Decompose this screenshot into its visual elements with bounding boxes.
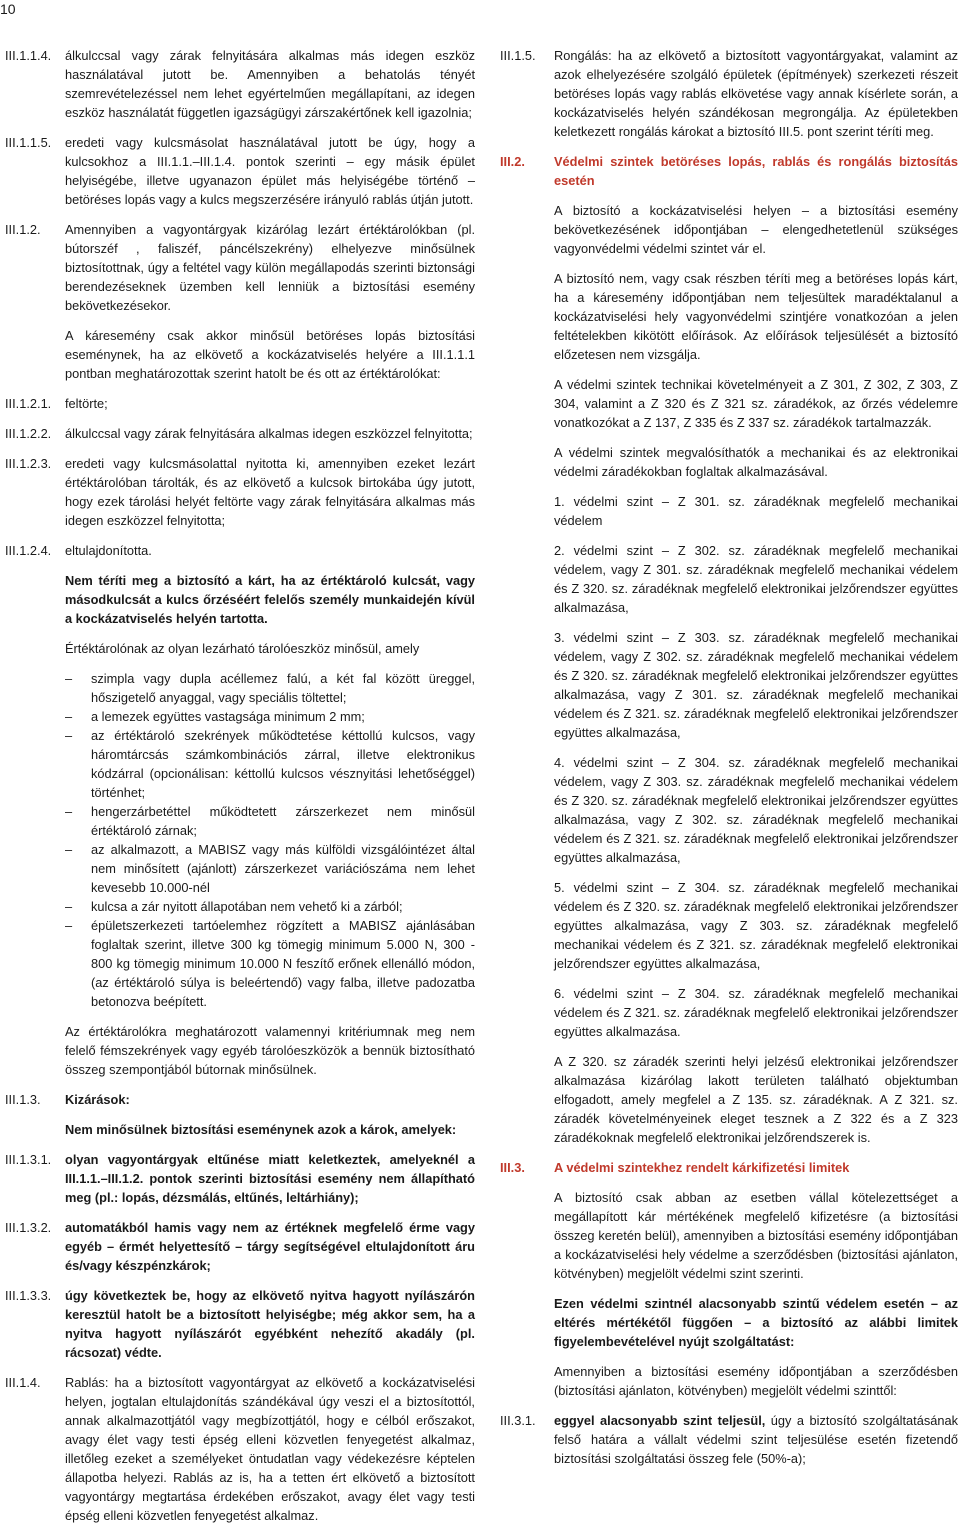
paragraph: A Z 320. sz záradék szerinti helyi jelzésű elektronikai jelzőrendszer alkalmazása kizárólag lakott területen található objektumban elfogadott, amely megfelel a Z 135. sz. záradéknak. A Z 321. sz. záradék követelményeinek eleget tesznek a Z 322 és a Z 323 záradékoknak megfelelő elektronikai jelzőrendszerek is. <box>554 1054 958 1145</box>
clause-text: automatákból hamis vagy nem az értéknek megfelelő érme vagy egyéb – érmét helyettesítő – tárgy segítségével eltulajdonított áru és/vagy készpénzkárok; <box>65 1220 475 1273</box>
right-column <box>500 46 958 1479</box>
clause-number: III.1.2.3. <box>5 456 52 471</box>
numbered-clause <box>5 1090 475 1109</box>
numbered-clause <box>5 394 475 413</box>
clause-number: III.1.2.2. <box>5 426 52 441</box>
numbered-clause <box>5 541 475 560</box>
clause-text: olyan vagyontárgyak eltűnése miatt keletkeztek, amelyeknél a III.1.1.–III.1.2. pontok szerinti biztosítási esemény nem állapítható meg (pl.: lopás, dézsmálás, eltűnés, leltárhiány); <box>65 1152 475 1205</box>
numbered-clause <box>5 1218 475 1275</box>
clause-text: Kizárások: <box>65 1092 130 1107</box>
paragraph: 2. védelmi szint – Z 302. sz. záradéknak megfelelő mechanikai védelem, vagy Z 301. sz. záradéknak megfelelő mechanikai védelem és Z 320. sz. záradéknak megfelelő elektronikai jelzőrendszer együttes alkalmazása, <box>554 543 958 615</box>
numbered-clause <box>500 152 958 190</box>
numbered-clause <box>5 1286 475 1362</box>
clause-number: III.1.3.3. <box>5 1288 52 1303</box>
paragraph: A biztosító nem, vagy csak részben téríti meg a betöréses lopás kárt, ha a káresemény időpontjában nem teljesültek maradéktalanul a kockázatviselési hely vagyonvédelmi szintjére vonatkozóan a jelen feltételekben kikötött előírások. Az előírások teljesülését a biztosító előzetesen nem vizsgálja. <box>554 271 958 362</box>
clause-text: Amennyiben a vagyontárgyak kizárólag lezárt értéktárolókban (pl. bútorszéf , faliszéf, páncélszekrény) elhelyezve minősülnek biztosítottnak, úgy a feltétel vagy külön megállapodás szerinti biztonsági berendezéseknek üzemben kell lenniük a biztosítási esemény bekövetkezésekor. <box>65 222 475 313</box>
paragraph: Nem téríti meg a biztosító a kárt, ha az értéktároló kulcsát, vagy másodkulcsát a kulcs őrzéséért felelős személy munkaidején kívül a kockázatviselés helyén tartotta. <box>65 573 475 626</box>
list-item: – az értéktároló szekrények működtetése kéttollú kulcsos, vagy háromtárcsás számkombinációs zárral, illetve elektronikus kódzárral (opcionálisan: kéttollú kulcsos vésznyitási lehetőséggel) történhet; <box>65 726 475 802</box>
numbered-clause <box>5 1373 475 1525</box>
paragraph: Ezen védelmi szintnél alacsonyabb szintű védelem esetén – az eltérés mértékétől függően – a biztosító az alábbi limitek figyelembevételével nyújt szolgáltatást: <box>554 1296 958 1349</box>
clause-number: III.2. <box>500 154 525 169</box>
clause-text <box>554 1411 958 1468</box>
paragraph: 1. védelmi szint – Z 301. sz. záradéknak megfelelő mechanikai védelem <box>554 494 958 528</box>
clause-rest: úgy a biztosító szolgáltatásának felső határa a vállalt védelmi szint teljesülése esetén fizetendő biztosítási szolgáltatási összeg fele (50%-a); <box>554 1413 958 1466</box>
clause-text: eredeti vagy kulcsmásolattal nyitotta ki, amennyiben ezeket lezárt értéktárolóban tárolták, és az elkövető a kulcsok birtokába úgy jutott, hogy ezek tárolási helyét feltörte vagy zárak felnyitására alkalmas más idegen eszközzel felnyitotta; <box>65 456 475 528</box>
clause-number: III.1.1.4. <box>5 48 52 63</box>
clause-text: álkulccsal vagy zárak felnyitására alkalmas idegen eszközzel felnyitotta; <box>65 426 473 441</box>
paragraph: Amennyiben a biztosítási esemény időpontjában a szerződésben (biztosítási ajánlaton, kötvényben) megjelölt védelmi szinttől: <box>554 1364 958 1398</box>
list-item: – szimpla vagy dupla acéllemez falú, a két fal között üreggel, hőszigetelő anyaggal, vagy speciális töltettel; <box>65 669 475 707</box>
numbered-clause <box>5 424 475 443</box>
clause-text: álkulccsal vagy zárak felnyitására alkalmas más idegen eszköz használatával jutott be. Amennyiben a behatolás tényét szemrevételezéssel nem lehet egyértelműen megállapítani, az idegen eszköz használatát független igazságügyi zárszakértőnek kell igazolnia; <box>65 48 475 120</box>
clause-lead: eggyel alacsonyabb szint teljesül, <box>554 1413 766 1428</box>
clause-number: III.1.2.1. <box>5 396 52 411</box>
clause-number: III.3.1. <box>500 1413 536 1428</box>
clause-number: III.1.4. <box>5 1375 41 1390</box>
paragraph: Az értéktárolókra meghatározott valamennyi kritériumnak meg nem felelő fémszekrények vagy egyéb tárolóeszközök a bennük biztosítható összeg szempontjából bútornak minősülnek. <box>65 1024 475 1077</box>
numbered-clause <box>5 133 475 209</box>
list-item: – épületszerkezeti tartóelemhez rögzített a MABISZ ajánlásában foglaltak szerint, illetve 300 kg tömegig minimum 5.000 N, 300 - 800 kg tömegig minimum 10.000 N feszítő erőnek ellenálló módon, (az értéktároló súlya is beleértendő) vagy falba, illetve padozatba betonozva beépített. <box>65 916 475 1011</box>
numbered-clause <box>500 1158 958 1177</box>
clause-number: III.1.1.5. <box>5 135 52 150</box>
clause-number: III.1.2.4. <box>5 543 52 558</box>
paragraph: A káresemény csak akkor minősül betöréses lopás biztosítási eseménynek, ha az elkövető a kockázatviselés helyére a III.1.1.1 pontban meghatározottak szerint hatolt be és ott az értéktárolókat: <box>65 328 475 381</box>
list-item: – kulcsa a zár nyitott állapotában nem vehető ki a zárból; <box>65 897 475 916</box>
paragraph: 3. védelmi szint – Z 303. sz. záradéknak megfelelő mechanikai védelem, vagy Z 302. sz. záradéknak megfelelő mechanikai védelem és Z 320. sz. záradéknak megfelelő elektronikai jelzőrendszer együttes alkalmazása, vagy Z 301. sz. záradéknak megfelelő mechanikai védelem és Z 321. sz. záradéknak megfelelő elektronikai jelzőrendszer együttes alkalmazása, <box>554 630 958 740</box>
section-heading: Védelmi szintek betöréses lopás, rablás és rongálás biztosítás esetén <box>554 154 958 188</box>
clause-text: feltörte; <box>65 396 108 411</box>
numbered-clause <box>5 220 475 315</box>
left-column <box>5 46 475 1536</box>
list-item: – az alkalmazott, a MABISZ vagy más külföldi vizsgálóintézet által nem minősített (ajánlott) zárszerkezet variációszáma nem lehet kevesebb 10.000-nél <box>65 840 475 897</box>
paragraph: Értéktárolónak az olyan lezárható tárolóeszköz minősül, amely <box>65 641 420 656</box>
list-item: – hengerzárbetéttel működtetett zárszerkezet nem minősül értéktároló zárnak; <box>65 802 475 840</box>
clause-text: eredeti vagy kulcsmásolat használatával jutott be úgy, hogy a kulcsokhoz a III.1.1.–III.1.4. pontok szerinti – egy másik épület helyiségébe, illetve ugyanazon épület más helyiségébe történő – betöréses lopás vagy a kulcs megszerzésére irányuló rablás útján jutott. <box>65 135 475 207</box>
paragraph: A védelmi szintek technikai követelményeit a Z 301, Z 302, Z 303, Z 304, valamint a Z 320 és Z 321 sz. záradékok, az őrzés védelemre vonatkozókat a Z 137, Z 335 és Z 337 sz. záradékok tartalmazzák. <box>554 377 958 430</box>
numbered-clause <box>500 1411 958 1468</box>
paragraph: 4. védelmi szint – Z 304. sz. záradéknak megfelelő mechanikai védelem, vagy Z 303. sz. záradéknak megfelelő mechanikai védelem és Z 320. sz. záradéknak megfelelő elektronikai jelzőrendszer együttes alkalmazása, vagy Z 302. sz. záradéknak megfelelő mechanikai védelem és Z 321. sz. záradéknak megfelelő elektronikai jelzőrendszer együttes alkalmazása, <box>554 755 958 865</box>
paragraph: 6. védelmi szint – Z 304. sz. záradéknak megfelelő mechanikai védelem és Z 321. sz. záradéknak megfelelő elektronikai jelzőrendszer együttes alkalmazása. <box>554 986 958 1039</box>
paragraph: Nem minősülnek biztosítási eseménynek azok a károk, amelyek: <box>65 1122 457 1137</box>
clause-number: III.1.3.2. <box>5 1220 52 1235</box>
numbered-clause <box>5 46 475 122</box>
clause-text: Rongálás: ha az elkövető a biztosított vagyontárgyakat, valamint az azok elhelyezésére szolgáló épületek (építmények) szerkezeti részeit betöréses lopás vagy rablás elkövetése vagy annak kísérlete során, a kockázatviselés helyén szándékosan megrongálja. Az épületekben keletkezett rongálás károkat a biztosító III.5. pont szerint téríti meg. <box>554 48 958 139</box>
paragraph: A védelmi szintek megvalósíthatók a mechanikai és az elektronikai védelmi záradékokban foglaltak alkalmazásával. <box>554 445 958 479</box>
clause-text: eltulajdonította. <box>65 543 152 558</box>
clause-number: III.1.5. <box>500 48 536 63</box>
numbered-clause <box>500 46 958 141</box>
section-heading: A védelmi szintekhez rendelt kárkifizetési limitek <box>554 1160 850 1175</box>
paragraph: 5. védelmi szint – Z 304. sz. záradéknak megfelelő mechanikai védelem és Z 320. sz. záradéknak megfelelő elektronikai jelzőrendszer együttes alkalmazása, vagy Z 303. sz. záradéknak megfelelő mechanikai védelem és Z 321. sz. záradéknak megfelelő elektronikai jelzőrendszer együttes alkalmazása, <box>554 880 958 971</box>
page-number: 10 <box>0 1 16 17</box>
numbered-clause <box>5 1150 475 1207</box>
clause-number: III.1.3. <box>5 1092 41 1107</box>
clause-text: úgy következtek be, hogy az elkövető nyitva hagyott nyílászárón keresztül hatolt be a biztosított helyiségbe; még akkor sem, ha a nyitva hagyott nyílászárót egyébként nehezítő akadály (pl. rácsozat) védte. <box>65 1288 475 1360</box>
dash-list <box>5 669 475 1011</box>
numbered-clause <box>5 454 475 530</box>
clause-number: III.1.3.1. <box>5 1152 52 1167</box>
clause-text: Rablás: ha a biztosított vagyontárgyat az elkövető a kockázatviselési helyen, jogtalan eltulajdonítás szándékával úgy veszi el a biztosítottól, annak alkalmazottjától vagy megbízottjától, hogy e célból erőszakot, avagy élet vagy testi épség elleni közvetlen fenyegetést alkalmaz, illetőleg ezeket a személyeket öntudatlan vagy védekezésre képtelen állapotba helyezi. Rablás az is, ha a tetten ért elkövető a biztosított vagyontárgy megtartása érdekében erőszakot, avagy élet vagy testi épség elleni közvetlen fenyegetést alkalmaz. <box>65 1375 475 1523</box>
list-item: – a lemezek együttes vastagsága minimum 2 mm; <box>65 707 475 726</box>
paragraph: A biztosító csak abban az esetben vállal kötelezettséget a megállapított kár mértékének megfelelő kifizetésre (a biztosítási összeg keretén belül), amennyiben a biztosítási esemény időpontjában a kockázatviselési hely védelme a szerződésben (biztosítási ajánlaton, kötvényben) megjelölt védelmi szint szerinti. <box>554 1190 958 1281</box>
clause-number: III.3. <box>500 1160 525 1175</box>
clause-number: III.1.2. <box>5 222 41 237</box>
paragraph: A biztosító a kockázatviselési helyen – a biztosítási esemény bekövetkezésének időpontjában – elengedhetetlenül szükséges vagyonvédelmi védelmi szintet vár el. <box>554 203 958 256</box>
